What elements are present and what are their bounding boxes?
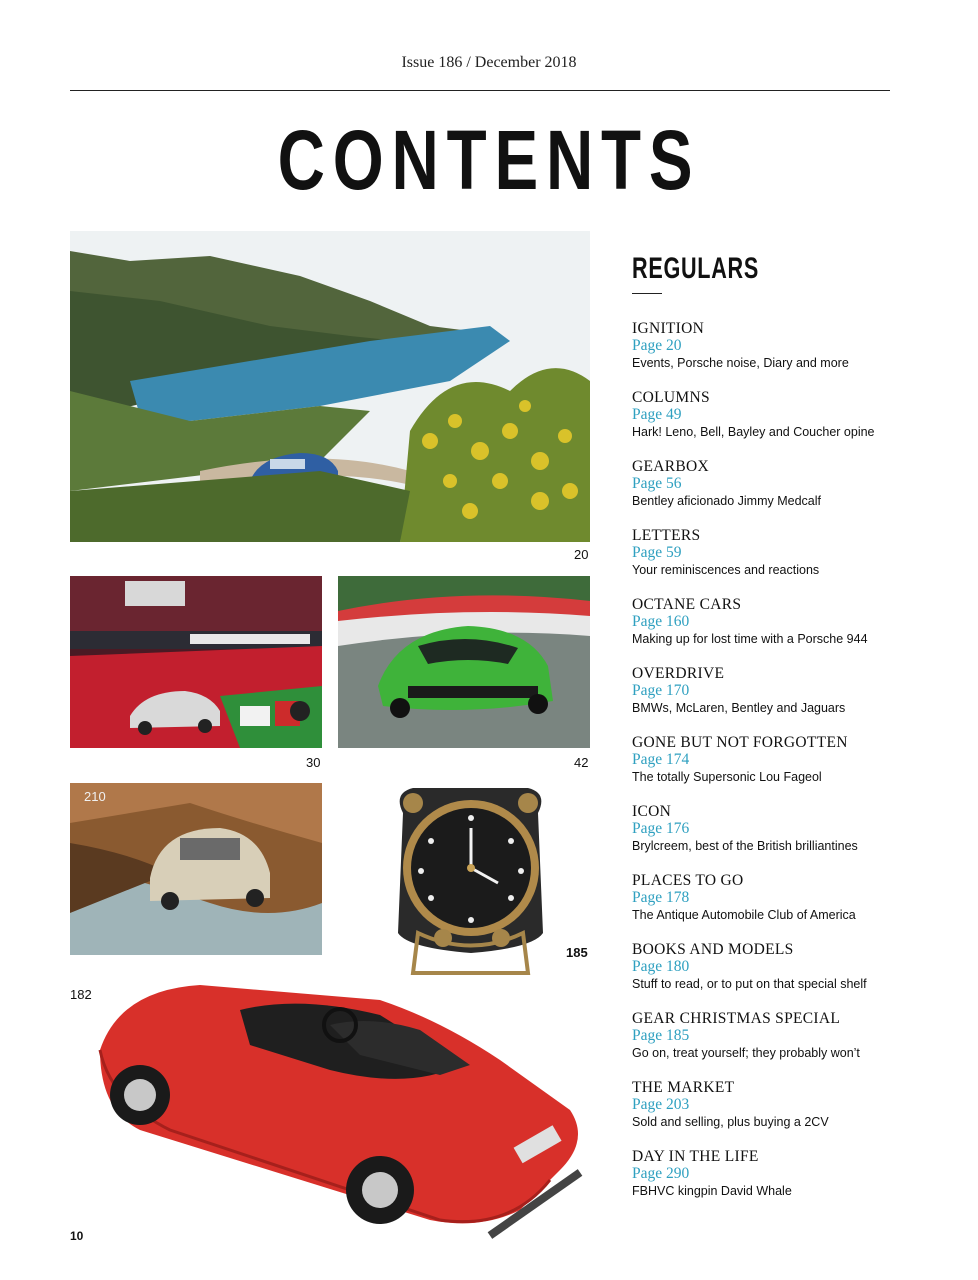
lamborghini-image <box>338 576 590 748</box>
page-folio: 10 <box>70 1229 84 1243</box>
toc-item[interactable] <box>632 734 902 803</box>
toc-item-page[interactable]: Page 176 <box>632 820 690 837</box>
toc-item-title: ICON <box>632 803 672 820</box>
toc-item-title: GONE BUT NOT FORGOTTEN <box>632 734 848 751</box>
photo-label-42: 42 <box>574 755 589 770</box>
toc-item[interactable] <box>632 458 902 527</box>
toc-item[interactable] <box>632 1079 902 1148</box>
clock-icon <box>383 783 558 978</box>
toc-item[interactable] <box>632 872 902 941</box>
toc-item-desc: Your reminiscences and reactions <box>632 563 820 577</box>
toc-list <box>632 320 902 1217</box>
toc-item-desc: BMWs, McLaren, Bentley and Jaguars <box>632 701 846 715</box>
toc-item-desc: Events, Porsche noise, Diary and more <box>632 356 849 370</box>
toc-item-title: BOOKS AND MODELS <box>632 941 794 958</box>
header-rule <box>70 90 890 91</box>
toc-item-desc: Stuff to read, or to put on that special shelf <box>632 977 867 991</box>
toc-item-page[interactable]: Page 170 <box>632 682 690 699</box>
photo-label-20: 20 <box>574 547 589 562</box>
toc-item-title: COLUMNS <box>632 389 710 406</box>
triumph-car-icon <box>80 970 600 1250</box>
toc-item-page[interactable]: Page 203 <box>632 1096 690 1113</box>
toc-item[interactable] <box>632 596 902 665</box>
toc-item-title: IGNITION <box>632 320 705 337</box>
photo-lamborghini <box>338 576 590 748</box>
photo-label-182: 182 <box>70 987 92 1002</box>
toc-item[interactable] <box>632 389 902 458</box>
toc-item-page[interactable]: Page 56 <box>632 475 682 492</box>
toc-item-title: GEAR CHRISTMAS SPECIAL <box>632 1010 841 1027</box>
toc-item-desc: The totally Supersonic Lou Fageol <box>632 770 822 784</box>
regulars-rule <box>632 293 662 294</box>
toc-item-page[interactable]: Page 290 <box>632 1165 690 1182</box>
toc-item-page[interactable]: Page 185 <box>632 1027 690 1044</box>
toc-item-title: THE MARKET <box>632 1079 735 1096</box>
photo-arena-porsche <box>70 576 322 748</box>
photo-label-210: 210 <box>84 789 106 804</box>
photo-coastal-rally <box>70 231 590 542</box>
toc-item-title: OVERDRIVE <box>632 665 725 682</box>
toc-item-title: LETTERS <box>632 527 701 544</box>
toc-item-page[interactable]: Page 49 <box>632 406 682 423</box>
page-title: CONTENTS <box>277 113 701 207</box>
toc-item-title: DAY IN THE LIFE <box>632 1148 759 1165</box>
toc-item-desc: Brylcreem, best of the British brilliantines <box>632 839 858 853</box>
photo-2cv-stream <box>70 783 322 955</box>
coastal-rally-image <box>70 231 590 542</box>
toc-item[interactable] <box>632 803 902 872</box>
toc-item-page[interactable]: Page 180 <box>632 958 690 975</box>
arena-porsche-image <box>70 576 322 748</box>
toc-item-desc: Sold and selling, plus buying a 2CV <box>632 1115 829 1129</box>
toc-item-page[interactable]: Page 160 <box>632 613 690 630</box>
photo-triumph <box>80 970 600 1250</box>
toc-item-desc: Go on, treat yourself; they probably won’t <box>632 1046 860 1060</box>
toc-item[interactable] <box>632 320 902 389</box>
toc-item-desc: Bentley aficionado Jimmy Medcalf <box>632 494 821 508</box>
toc-item[interactable] <box>632 665 902 734</box>
toc-item-title: OCTANE CARS <box>632 596 742 613</box>
toc-item-desc: Making up for lost time with a Porsche 944 <box>632 632 868 646</box>
photo-clock <box>383 783 558 978</box>
toc-item-title: GEARBOX <box>632 458 710 475</box>
toc-item-page[interactable]: Page 59 <box>632 544 682 561</box>
toc-item[interactable] <box>632 1148 902 1217</box>
toc-item[interactable] <box>632 1010 902 1079</box>
toc-item-page[interactable]: Page 174 <box>632 751 690 768</box>
toc-item-desc: Hark! Leno, Bell, Bayley and Coucher opine <box>632 425 875 439</box>
toc-item-desc: FBHVC kingpin David Whale <box>632 1184 792 1198</box>
toc-item[interactable] <box>632 941 902 1010</box>
toc-item-title: PLACES TO GO <box>632 872 744 889</box>
photo-label-185: 185 <box>566 945 588 960</box>
regulars-heading: REGULARS <box>632 252 759 285</box>
toc-item-page[interactable]: Page 178 <box>632 889 690 906</box>
2cv-stream-image <box>70 783 322 955</box>
toc-item[interactable] <box>632 527 902 596</box>
photo-label-30: 30 <box>306 755 321 770</box>
toc-item-desc: The Antique Automobile Club of America <box>632 908 856 922</box>
issue-line: Issue 186 / December 2018 <box>401 54 577 71</box>
toc-item-page[interactable]: Page 20 <box>632 337 682 354</box>
